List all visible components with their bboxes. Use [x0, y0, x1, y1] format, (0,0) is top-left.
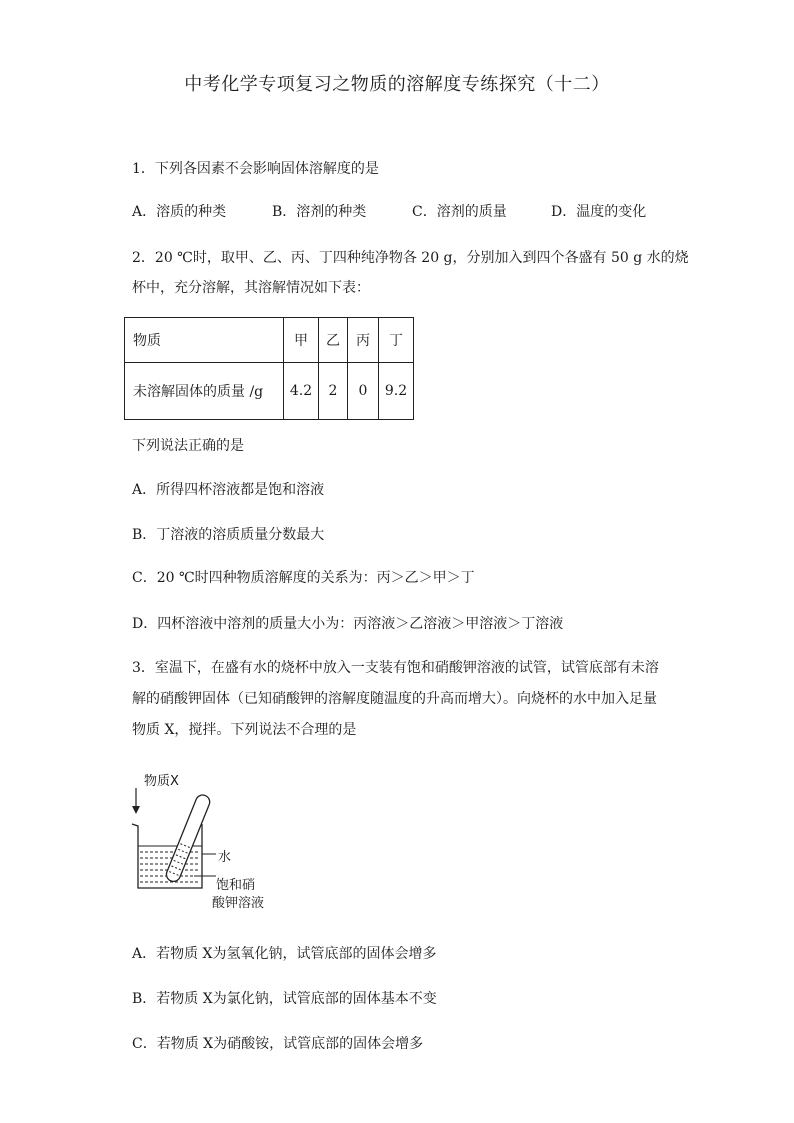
question-2-option-d: D．四杯溶液中溶剂的质量大小为：丙溶液＞乙溶液＞甲溶液＞丁溶液: [132, 616, 564, 632]
question-1-option-a: A．溶质的种类: [132, 204, 227, 220]
table-cell: 0: [348, 363, 379, 420]
table-cell: 9.2: [379, 363, 414, 420]
table-cell: 4.2: [284, 363, 319, 420]
question-2-option-b: B．丁溶液的溶质质量分数最大: [132, 527, 325, 543]
table-header-cell: 物质: [125, 318, 284, 363]
question-1-option-d: D．温度的变化: [551, 204, 647, 220]
question-3-option-a: A．若物质 X为氢氧化钠，试管底部的固体会增多: [132, 946, 437, 962]
question-3-stem-line-2: 解的硝酸钾固体（已知硝酸钾的溶解度随温度的升高而增大）。向烧杯的水中加入足量: [132, 691, 657, 707]
question-1-option-b: B．溶剂的种类: [272, 204, 367, 220]
solubility-table: [124, 317, 414, 420]
table-header-cell: 丙: [348, 318, 379, 363]
question-3-stem-line-3: 物质 X，搅拌。下列说法不合理的是: [132, 722, 357, 738]
question-1-stem: 1．下列各因素不会影响固体溶解度的是: [132, 161, 379, 177]
beaker-test-tube-diagram: [128, 766, 288, 916]
table-header-cell: 甲: [284, 318, 319, 363]
table-cell: 未溶解固体的质量 /g: [125, 363, 284, 420]
question-3-option-c: C．若物质 X为硝酸铵，试管底部的固体会增多: [132, 1036, 424, 1052]
table-cell: 2: [319, 363, 348, 420]
question-1-option-c: C．溶剂的质量: [412, 204, 507, 220]
arrow-head: [132, 806, 140, 814]
question-3-option-b: B．若物质 X为氯化钠，试管底部的固体基本不变: [132, 991, 437, 1007]
solution-label-line-2: 酸钾溶液: [212, 896, 265, 911]
question-2-prompt: 下列说法正确的是: [132, 438, 244, 454]
table-row: [125, 363, 414, 420]
table-header-row: [125, 318, 414, 363]
question-3-stem-line-1: 3．室温下，在盛有水的烧杯中放入一支装有饱和硝酸钾溶液的试管，试管底部有未溶: [132, 660, 659, 676]
question-2-stem-line-1: 2．20 ℃时，取甲、乙、丙、丁四种纯净物各 20 g，分别加入到四个各盛有 50 g 水的烧: [132, 250, 689, 266]
test-tube: [164, 793, 211, 884]
page-title: 中考化学专项复习之物质的溶解度专练探究（十二）: [184, 74, 610, 95]
table-header-cell: 丁: [379, 318, 414, 363]
table-header-cell: 乙: [319, 318, 348, 363]
water-label: 水: [218, 850, 232, 865]
question-2-option-c: C．20 ℃时四种物质溶解度的关系为：丙＞乙＞甲＞丁: [132, 570, 475, 586]
question-2-stem-line-2: 杯中，充分溶解，其溶解情况如下表：: [132, 280, 370, 296]
substance-x-label: 物质X: [144, 774, 179, 789]
solution-label-line-1: 饱和硝: [216, 878, 256, 893]
question-2-option-a: A．所得四杯溶液都是饱和溶液: [132, 482, 325, 498]
